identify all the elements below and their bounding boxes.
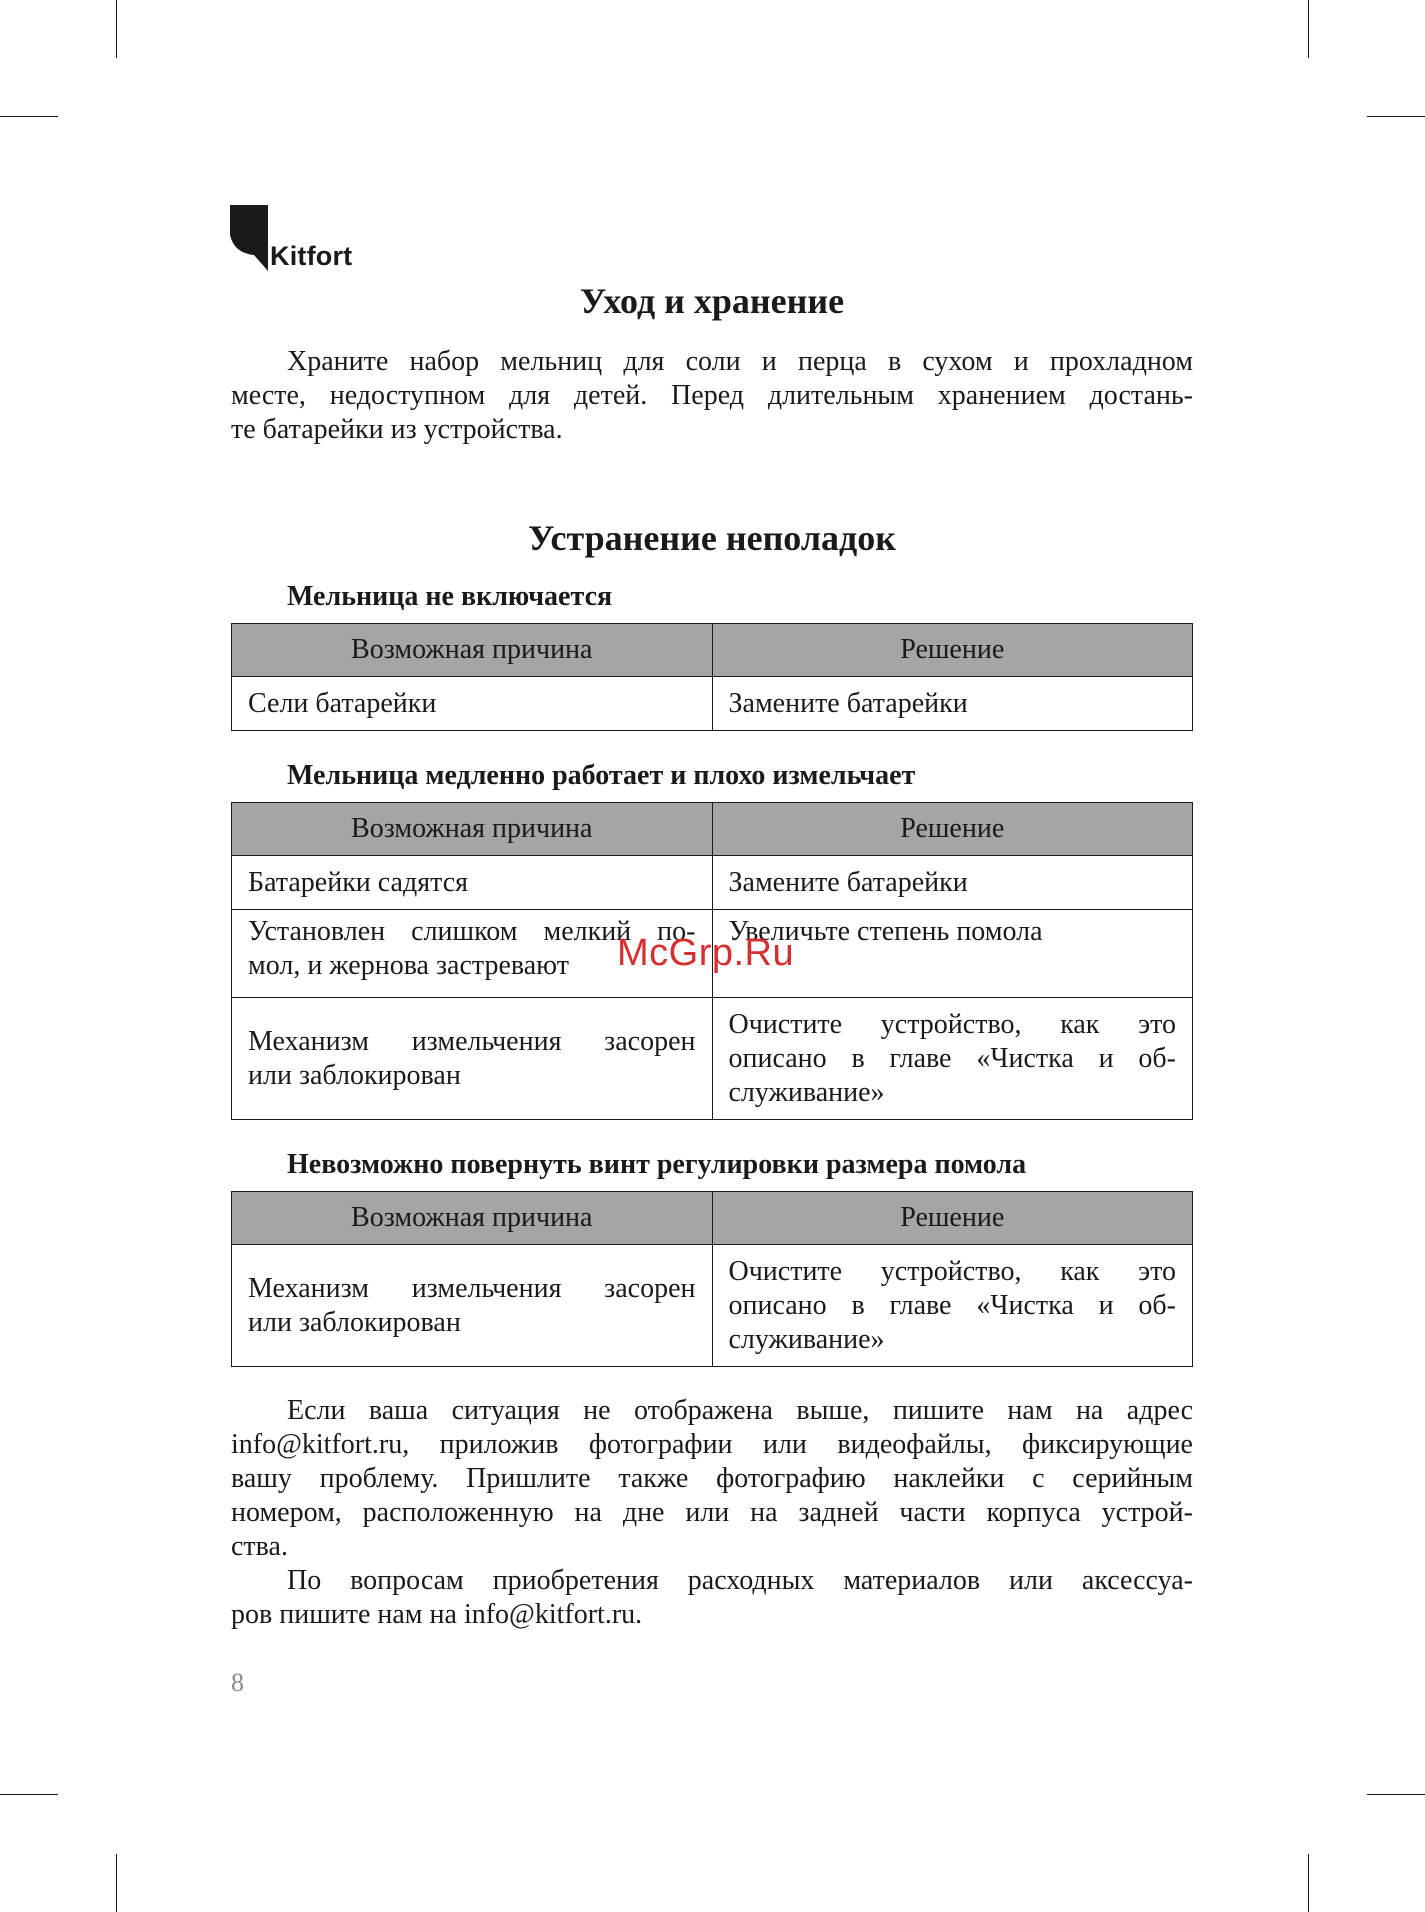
- text-line: Если ваша ситуация не отображена выше, пишите нам на адрес: [287, 1395, 1193, 1426]
- cell-line: Очистите устройство, как это: [728, 1255, 1176, 1287]
- text-line: месте, недоступном для детей. Перед длительным хранением достань-: [231, 380, 1193, 411]
- cell-line: или заблокирован: [248, 1059, 461, 1091]
- crop-mark: [0, 1794, 58, 1795]
- text-line: ства.: [231, 1531, 288, 1562]
- watermark: McGrp.Ru: [617, 932, 795, 974]
- cell-line: описано в главе «Чистка и об-: [728, 1289, 1176, 1321]
- text-line: ров пишите нам на info@kitfort.ru.: [231, 1599, 643, 1630]
- cell-line: служивание»: [728, 1323, 885, 1355]
- crop-mark: [0, 116, 58, 117]
- table-header-row: [232, 803, 1193, 856]
- table-header-row: [232, 1192, 1193, 1245]
- kitfort-logo-icon: [230, 205, 270, 271]
- cell-line: Увеличьте степень помола: [728, 916, 1043, 947]
- column-header-solution: Решение: [712, 1192, 1193, 1245]
- column-header-cause: Возможная причина: [232, 1192, 713, 1245]
- solution-cell: [712, 856, 1193, 910]
- crop-mark: [1367, 1794, 1425, 1795]
- text-line: По вопросам приобретения расходных материалов или аксессуа-: [287, 1565, 1193, 1596]
- crop-mark: [116, 1854, 117, 1912]
- column-header-solution: Решение: [712, 803, 1193, 856]
- care-paragraph: [231, 345, 1193, 447]
- section-heading: Невозможно повернуть винт регулировки размера помола: [287, 1149, 1027, 1180]
- cell-line: Механизм измельчения засорен: [248, 1025, 696, 1057]
- cell-line: Механизм измельчения засорен: [248, 1272, 696, 1304]
- table-row: [232, 677, 1193, 731]
- crop-mark: [116, 0, 117, 58]
- section-heading: Мельница медленно работает и плохо измельчает: [287, 760, 916, 791]
- table-header-row: [232, 624, 1193, 677]
- troubleshooting-title: Устранение неполадок: [528, 518, 896, 558]
- crop-mark: [1308, 1854, 1309, 1912]
- cell-line: Очистите устройство, как это: [728, 1008, 1176, 1040]
- cell-line: Сели батарейки: [248, 687, 437, 719]
- text-line: info@kitfort.ru, приложив фотографии или видеофайлы, фиксирующие: [231, 1429, 1193, 1460]
- table-row: [232, 1245, 1193, 1367]
- solution-cell: [712, 998, 1193, 1120]
- cause-cell: [232, 856, 713, 910]
- cell-line: служивание»: [728, 1076, 885, 1108]
- crop-mark: [1308, 0, 1309, 58]
- cell-line: Батарейки садятся: [248, 866, 468, 898]
- page-number: 8: [231, 1668, 244, 1697]
- cause-cell: [232, 998, 713, 1120]
- cell-line: Замените батарейки: [728, 687, 968, 719]
- contact-paragraph: [231, 1394, 1193, 1564]
- column-header-cause: Возможная причина: [232, 624, 713, 677]
- text-line: номером, расположенную на дне или на задней части корпуса устрой-: [231, 1497, 1193, 1528]
- table-row: [232, 998, 1193, 1120]
- cause-cell: [232, 1245, 713, 1367]
- column-header-cause: Возможная причина: [232, 803, 713, 856]
- cell-line: или заблокирован: [248, 1306, 461, 1338]
- accessories-paragraph: [231, 1564, 1193, 1632]
- kitfort-logo: [230, 205, 370, 275]
- troubleshooting-table: [231, 623, 1193, 731]
- text-line: те батарейки из устройства.: [231, 414, 563, 445]
- brand-name: Kitfort: [270, 241, 353, 271]
- text-line: вашу проблему. Пришлите также фотографию наклейки с серийным: [231, 1463, 1193, 1494]
- table-row: [232, 856, 1193, 910]
- crop-mark: [1367, 116, 1425, 117]
- solution-cell: [712, 677, 1193, 731]
- troubleshooting-table: [231, 1191, 1193, 1367]
- column-header-solution: Решение: [712, 624, 1193, 677]
- care-title: Уход и хранение: [579, 281, 845, 321]
- cell-line: описано в главе «Чистка и об-: [728, 1042, 1176, 1074]
- solution-cell: [712, 1245, 1193, 1367]
- cell-line: Замените батарейки: [728, 866, 968, 898]
- cause-cell: [232, 677, 713, 731]
- text-line: Храните набор мельниц для соли и перца в сухом и прохладном: [287, 346, 1193, 377]
- cell-line: Установлен слишком мелкий по-: [248, 916, 696, 947]
- section-heading: Мельница не включается: [287, 581, 613, 612]
- cell-line: мол, и жернова застревают: [248, 950, 569, 981]
